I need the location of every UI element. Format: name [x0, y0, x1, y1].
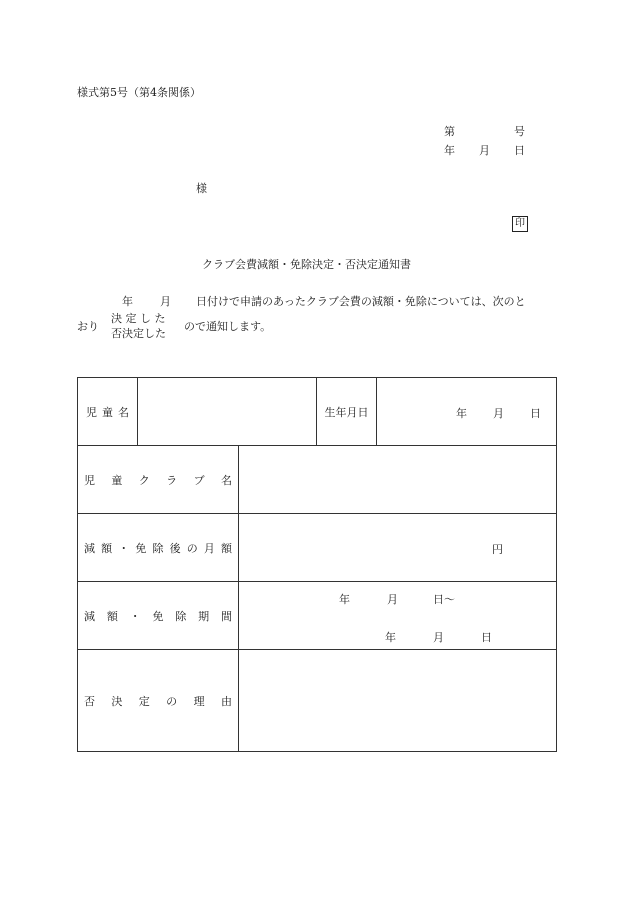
club-name-label-char: ラ — [166, 473, 178, 487]
reason-label-char: 定 — [138, 694, 150, 708]
period-to-day: 日 — [481, 631, 492, 644]
reason-label-char: 理 — [193, 694, 205, 708]
child-name-label-char: 児 — [86, 405, 97, 419]
body-line2-tail: ので通知します。 — [184, 320, 272, 333]
period-to-year: 年 — [385, 631, 396, 644]
club-name-label-char: 名 — [220, 473, 232, 487]
monthly-fee-label-char: の — [186, 541, 198, 555]
club-name-label-char: 童 — [111, 473, 123, 487]
form-number: 様式第5号（第4条関係） — [77, 86, 201, 99]
period-label-cell — [78, 582, 239, 650]
monthly-fee-label-char: 減 — [84, 541, 95, 555]
period-label-char: 減 — [84, 609, 95, 623]
monthly-fee-label-char: 額 — [101, 541, 113, 555]
period-label-char: 免 — [152, 609, 164, 623]
reason-label-char: の — [166, 694, 178, 708]
issue-date-day: 日 — [514, 144, 525, 157]
addressee-suffix: 様 — [196, 182, 207, 195]
monthly-fee-label-char: 額 — [221, 541, 232, 555]
club-name-label-char: ク — [138, 473, 150, 487]
issue-date-year: 年 — [444, 144, 455, 157]
child-name-label-cell — [78, 378, 138, 446]
period-label-char: 間 — [220, 609, 232, 623]
body-year: 年 — [122, 295, 133, 308]
monthly-fee-label-char: ・ — [118, 541, 130, 555]
birth-year: 年 — [456, 407, 467, 420]
notice-form-table — [77, 377, 557, 752]
period-from-month: 月 — [387, 593, 398, 606]
option-decided: 決 定 し た — [111, 312, 166, 325]
period-label-char: 除 — [175, 609, 187, 623]
seal-mark: 印 — [512, 216, 528, 232]
period-field[interactable] — [239, 582, 557, 650]
reason-label-cell — [78, 650, 239, 752]
birthdate-label: 生年月日 — [324, 405, 369, 419]
birth-day: 日 — [530, 407, 541, 420]
period-from-year: 年 — [339, 593, 350, 606]
doc-number-suffix: 号 — [514, 125, 525, 138]
period-from-day: 日～ — [433, 593, 455, 606]
birthdate-label-cell — [317, 378, 377, 446]
table-row — [78, 378, 557, 446]
child-name-label-char: 童 — [102, 405, 113, 419]
club-name-label-char: 児 — [84, 473, 95, 487]
child-name-field[interactable] — [138, 378, 317, 446]
table-row — [78, 650, 557, 752]
monthly-fee-label-char: 除 — [152, 541, 164, 555]
club-name-label-cell — [78, 446, 239, 514]
body-month: 月 — [160, 295, 171, 308]
doc-number-prefix: 第 — [444, 125, 455, 138]
document-title: クラブ会費減額・免除決定・否決定通知書 — [202, 258, 411, 271]
monthly-fee-label-char: 月 — [203, 541, 215, 555]
reason-field[interactable] — [239, 650, 557, 752]
child-name-label-char: 名 — [118, 405, 129, 419]
reason-label-char: 決 — [111, 694, 123, 708]
table-row — [78, 582, 557, 650]
reason-label-char: 否 — [84, 694, 95, 708]
monthly-fee-field[interactable] — [239, 514, 557, 582]
monthly-fee-label-char: 後 — [169, 541, 181, 555]
option-rejected: 否決定した — [111, 327, 166, 340]
reason-label-char: 由 — [220, 694, 232, 708]
issue-date-month: 月 — [479, 144, 490, 157]
monthly-fee-label-cell — [78, 514, 239, 582]
period-label-char: 期 — [198, 609, 210, 623]
body-line2-lead: おり — [77, 320, 99, 333]
monthly-fee-label-char: 免 — [135, 541, 147, 555]
period-to-month: 月 — [433, 631, 444, 644]
birthdate-field[interactable] — [377, 378, 557, 446]
table-row — [78, 446, 557, 514]
birth-month: 月 — [493, 407, 504, 420]
yen-unit: 円 — [492, 543, 503, 556]
table-row — [78, 514, 557, 582]
body-line1-tail: 日付けで申請のあったクラブ会費の減額・免除については、次のと — [196, 295, 526, 308]
club-name-field[interactable] — [239, 446, 557, 514]
club-name-label-char: ブ — [193, 473, 205, 487]
period-label-char: 額 — [106, 609, 118, 623]
period-label-char: ・ — [129, 609, 141, 623]
